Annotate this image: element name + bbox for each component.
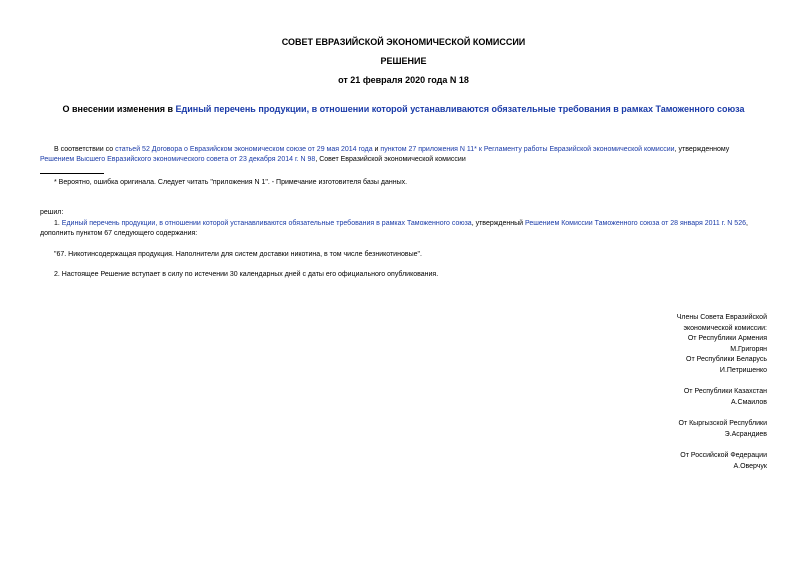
preamble-line-2: Решением Высшего Евразийского экономического совета от 23 декабря 2014 г. N 98, Совет Евразийской экономической комиссии: [40, 156, 466, 163]
signatory-country-belarus: От Республики Беларусь: [686, 356, 767, 363]
signature-block: [677, 313, 767, 472]
signatory-name-kazakhstan: А.Смаилов: [730, 398, 767, 406]
signatory-country-kyrgyzstan: От Кыргызской Республики: [678, 420, 767, 427]
signatory-name-belarus: И.Петришенко: [719, 366, 767, 374]
members-heading-2: экономической комиссии:: [683, 324, 767, 332]
footnote: * Вероятно, ошибка оригинала. Следует читать "приложения N 1". - Примечание изготовителя базы данных.: [54, 179, 408, 186]
spacer: [677, 408, 767, 419]
preamble-line-1: В соответствии со статьей 52 Договора о Евразийском экономическом союзе от 29 мая 2014 года и пунктом 27 приложения N 11* к Регламенту работы Евразийской экономической комиссии, утвержденному: [54, 146, 730, 153]
title-prefix: О внесении изменения в: [62, 104, 176, 114]
footnote-divider: [40, 173, 104, 174]
title-link-unified-list[interactable]: Единый перечень продукции, в отношении которой устанавливаются обязательные требования в рамках Таможенного союза: [175, 104, 745, 114]
spacer: [677, 376, 767, 387]
signatory-country-armenia: От Республики Армения: [687, 335, 767, 342]
resolved-label: решил:: [40, 209, 64, 216]
link-decision-526[interactable]: Решением Комиссии Таможенного союза от 28 января 2011 г. N 526: [525, 220, 746, 227]
link-point-27[interactable]: пунктом 27 приложения N 11* к Регламенту работы Евразийской экономической комиссии: [380, 146, 675, 153]
item-2: 2. Настоящее Решение вступает в силу по истечении 30 календарных дней с даты его официального опубликования.: [54, 271, 439, 278]
document-title: [30, 103, 777, 115]
signatory-country-russia: От Российской Федерации: [680, 452, 767, 459]
signatory-name-kyrgyzstan: Э.Асрандиев: [724, 430, 767, 438]
document-type: РЕШЕНИЕ: [380, 56, 427, 66]
spacer: [677, 440, 767, 451]
item-67-quote: "67. Никотинсодержащая продукция. Наполнители для систем доставки никотина, в том числе безникотиновые".: [54, 251, 422, 258]
signatory-country-kazakhstan: От Республики Казахстан: [683, 388, 767, 395]
item-1-line-2: дополнить пунктом 67 следующего содержания:: [40, 230, 198, 237]
link-decision-98[interactable]: Решением Высшего Евразийского экономического совета от 23 декабря 2014 г. N 98: [40, 156, 316, 163]
signatory-name-armenia: М.Григорян: [730, 345, 767, 353]
members-heading-1: Члены Совета Евразийской: [676, 314, 767, 321]
document-date-number: от 21 февраля 2020 года N 18: [338, 75, 469, 85]
issuing-body: СОВЕТ ЕВРАЗИЙСКОЙ ЭКОНОМИЧЕСКОЙ КОМИССИИ: [281, 37, 526, 47]
link-article-52[interactable]: статьей 52 Договора о Евразийском экономическом союзе от 29 мая 2014 года: [115, 146, 373, 153]
link-unified-list[interactable]: Единый перечень продукции, в отношении которой устанавливаются обязательные требования в рамках Таможенного союза: [61, 220, 472, 227]
signatory-name-russia: А.Оверчук: [733, 462, 767, 470]
item-1-line-1: 1. Единый перечень продукции, в отношении которой устанавливаются обязательные требования в рамках Таможенного союза, утвержденный Решением Комиссии Таможенного союза от 28 января 2011 г. N 526,: [54, 220, 748, 227]
